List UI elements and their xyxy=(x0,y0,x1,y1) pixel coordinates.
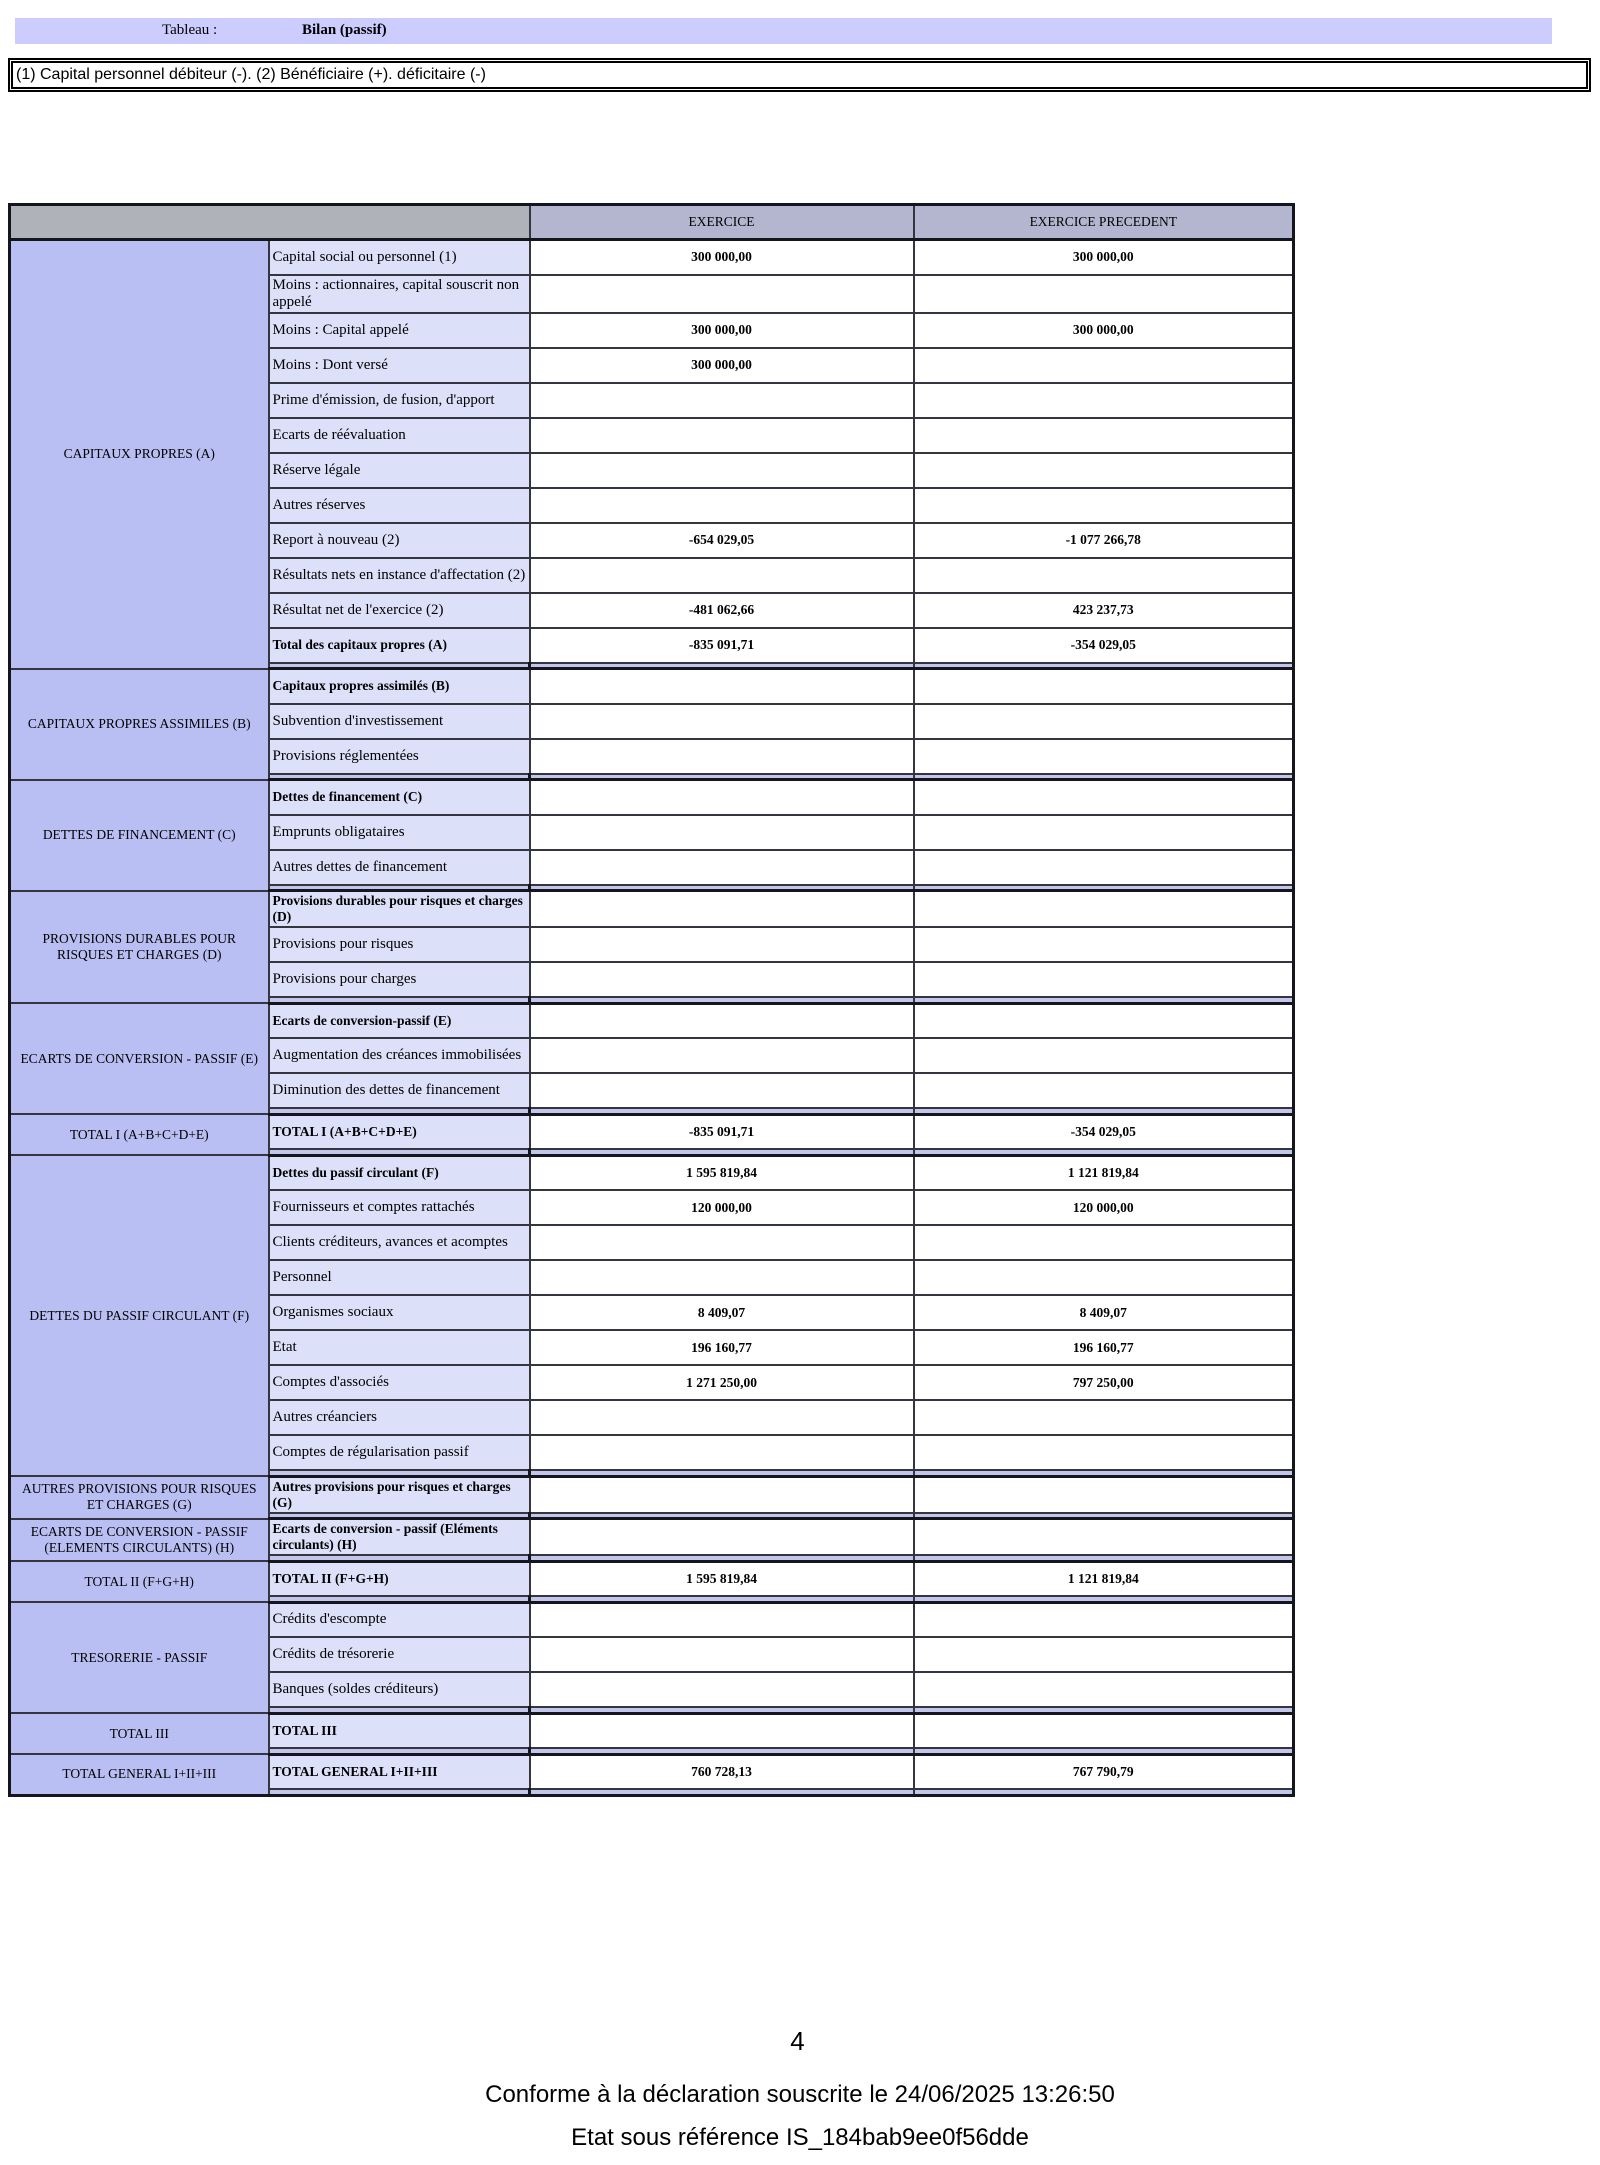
value-exercice-precedent xyxy=(914,1672,1294,1707)
value-exercice-precedent xyxy=(914,1519,1294,1556)
row-label: Banques (soldes créditeurs) xyxy=(269,1672,530,1707)
value-exercice-precedent xyxy=(914,1602,1294,1637)
value-exercice: 1 595 819,84 xyxy=(530,1561,914,1596)
row-label: Report à nouveau (2) xyxy=(269,523,530,558)
row-label: Moins : Capital appelé xyxy=(269,313,530,348)
row-label: Ecarts de conversion - passif (Eléments circulants) (H) xyxy=(269,1519,530,1556)
value-exercice: 1 595 819,84 xyxy=(530,1155,914,1190)
category-cell: CAPITAUX PROPRES (A) xyxy=(10,240,269,669)
value-exercice-precedent: 8 409,07 xyxy=(914,1295,1294,1330)
value-exercice: 8 409,07 xyxy=(530,1295,914,1330)
value-exercice xyxy=(530,383,914,418)
balance-sheet-table xyxy=(8,203,1295,1797)
value-exercice xyxy=(530,850,914,885)
header-exercice-precedent: EXERCICE PRECEDENT xyxy=(914,205,1294,240)
value-exercice-precedent xyxy=(914,558,1294,593)
footnote-box xyxy=(8,58,1591,92)
footnote-text: (1) Capital personnel débiteur (-). (2) Bénéficiaire (+). déficitaire (-) xyxy=(16,66,486,83)
value-exercice-precedent xyxy=(914,1713,1294,1748)
value-exercice-precedent xyxy=(914,780,1294,815)
value-exercice: -835 091,71 xyxy=(530,1114,914,1149)
value-exercice-precedent: -354 029,05 xyxy=(914,628,1294,663)
row-label: Ecarts de réévaluation xyxy=(269,418,530,453)
table-row xyxy=(10,240,1294,275)
table-row xyxy=(10,669,1294,704)
value-exercice-precedent xyxy=(914,1003,1294,1038)
value-exercice-precedent xyxy=(914,1400,1294,1435)
row-label: Comptes de régularisation passif xyxy=(269,1435,530,1470)
row-label: Organismes sociaux xyxy=(269,1295,530,1330)
row-label: Subvention d'investissement xyxy=(269,704,530,739)
row-label: Provisions durables pour risques et charges (D) xyxy=(269,891,530,928)
value-exercice-precedent xyxy=(914,1038,1294,1073)
row-label: Provisions pour charges xyxy=(269,962,530,997)
value-exercice xyxy=(530,558,914,593)
row-label: Crédits de trésorerie xyxy=(269,1637,530,1672)
category-cell: DETTES DU PASSIF CIRCULANT (F) xyxy=(10,1155,269,1476)
row-label: Moins : actionnaires, capital souscrit non appelé xyxy=(269,275,530,313)
row-label: Dettes du passif circulant (F) xyxy=(269,1155,530,1190)
category-cell: PROVISIONS DURABLES POUR RISQUES ET CHARGES (D) xyxy=(10,891,269,1004)
category-cell: ECARTS DE CONVERSION - PASSIF (ELEMENTS CIRCULANTS) (H) xyxy=(10,1519,269,1562)
value-exercice xyxy=(530,1637,914,1672)
value-exercice: 300 000,00 xyxy=(530,240,914,275)
value-exercice xyxy=(530,453,914,488)
value-exercice-precedent: -1 077 266,78 xyxy=(914,523,1294,558)
table-row xyxy=(10,1754,1294,1789)
value-exercice xyxy=(530,1519,914,1556)
value-exercice-precedent: 1 121 819,84 xyxy=(914,1155,1294,1190)
value-exercice-precedent xyxy=(914,1476,1294,1513)
category-cell: ECARTS DE CONVERSION - PASSIF (E) xyxy=(10,1003,269,1114)
value-exercice-precedent xyxy=(914,383,1294,418)
value-exercice-precedent: 120 000,00 xyxy=(914,1190,1294,1225)
row-label: Moins : Dont versé xyxy=(269,348,530,383)
value-exercice xyxy=(530,669,914,704)
header-corner-cell xyxy=(10,205,530,240)
table-row xyxy=(10,1602,1294,1637)
row-label: Personnel xyxy=(269,1260,530,1295)
row-label: Provisions réglementées xyxy=(269,739,530,774)
row-label: Capital social ou personnel (1) xyxy=(269,240,530,275)
table-row xyxy=(10,1114,1294,1149)
value-exercice-precedent xyxy=(914,704,1294,739)
value-exercice xyxy=(530,815,914,850)
table-row xyxy=(10,1561,1294,1596)
row-label: Dettes de financement (C) xyxy=(269,780,530,815)
row-label: Autres créanciers xyxy=(269,1400,530,1435)
category-cell: TOTAL III xyxy=(10,1713,269,1754)
row-label: Clients créditeurs, avances et acomptes xyxy=(269,1225,530,1260)
value-exercice-precedent: 1 121 819,84 xyxy=(914,1561,1294,1596)
row-label: Réserve légale xyxy=(269,453,530,488)
row-label: Emprunts obligataires xyxy=(269,815,530,850)
value-exercice: -481 062,66 xyxy=(530,593,914,628)
value-exercice-precedent xyxy=(914,850,1294,885)
row-label: Comptes d'associés xyxy=(269,1365,530,1400)
banner-title: Bilan (passif) xyxy=(302,22,387,38)
row-label: Crédits d'escompte xyxy=(269,1602,530,1637)
spacer-cell xyxy=(530,1789,914,1795)
value-exercice xyxy=(530,1672,914,1707)
value-exercice-precedent xyxy=(914,962,1294,997)
value-exercice-precedent xyxy=(914,418,1294,453)
value-exercice: 300 000,00 xyxy=(530,313,914,348)
value-exercice-precedent: 423 237,73 xyxy=(914,593,1294,628)
row-label: Diminution des dettes de financement xyxy=(269,1073,530,1108)
page-number: 4 xyxy=(790,2026,805,2056)
value-exercice-precedent xyxy=(914,1225,1294,1260)
value-exercice: -835 091,71 xyxy=(530,628,914,663)
value-exercice xyxy=(530,275,914,313)
row-label: Autres réserves xyxy=(269,488,530,523)
row-label: TOTAL III xyxy=(269,1713,530,1748)
header-exercice: EXERCICE xyxy=(530,205,914,240)
value-exercice-precedent xyxy=(914,275,1294,313)
spacer-cell xyxy=(269,1789,530,1795)
table-banner xyxy=(15,18,1552,44)
row-label: Résultat net de l'exercice (2) xyxy=(269,593,530,628)
value-exercice-precedent xyxy=(914,488,1294,523)
value-exercice-precedent xyxy=(914,1435,1294,1470)
value-exercice xyxy=(530,1003,914,1038)
value-exercice-precedent xyxy=(914,453,1294,488)
row-label: Résultats nets en instance d'affectation (2) xyxy=(269,558,530,593)
balance-table-body xyxy=(10,240,1294,1796)
category-cell: AUTRES PROVISIONS POUR RISQUES ET CHARGES (G) xyxy=(10,1476,269,1519)
value-exercice xyxy=(530,1400,914,1435)
reference-text: Etat sous référence IS_184bab9ee0f56dde xyxy=(571,2124,1029,2151)
row-label: Provisions pour risques xyxy=(269,927,530,962)
row-label: TOTAL II (F+G+H) xyxy=(269,1561,530,1596)
table-row xyxy=(10,1476,1294,1513)
value-exercice xyxy=(530,418,914,453)
row-label: Autres dettes de financement xyxy=(269,850,530,885)
table-row xyxy=(10,780,1294,815)
value-exercice xyxy=(530,891,914,928)
value-exercice-precedent: 767 790,79 xyxy=(914,1754,1294,1789)
value-exercice xyxy=(530,1260,914,1295)
table-row xyxy=(10,1713,1294,1748)
value-exercice xyxy=(530,488,914,523)
row-label: Capitaux propres assimilés (B) xyxy=(269,669,530,704)
table-row xyxy=(10,891,1294,928)
value-exercice xyxy=(530,780,914,815)
value-exercice-precedent: 300 000,00 xyxy=(914,313,1294,348)
table-header-row xyxy=(10,205,1294,240)
category-cell: TOTAL I (A+B+C+D+E) xyxy=(10,1114,269,1155)
category-cell: TRESORERIE - PASSIF xyxy=(10,1602,269,1713)
value-exercice-precedent xyxy=(914,1637,1294,1672)
row-label: Prime d'émission, de fusion, d'apport xyxy=(269,383,530,418)
table-row xyxy=(10,1519,1294,1556)
value-exercice xyxy=(530,962,914,997)
value-exercice: 120 000,00 xyxy=(530,1190,914,1225)
row-label: Autres provisions pour risques et charges (G) xyxy=(269,1476,530,1513)
category-cell: TOTAL GENERAL I+II+III xyxy=(10,1754,269,1795)
value-exercice: 196 160,77 xyxy=(530,1330,914,1365)
value-exercice-precedent xyxy=(914,1260,1294,1295)
value-exercice xyxy=(530,1073,914,1108)
category-cell: DETTES DE FINANCEMENT (C) xyxy=(10,780,269,891)
value-exercice-precedent: 797 250,00 xyxy=(914,1365,1294,1400)
value-exercice xyxy=(530,739,914,774)
value-exercice-precedent xyxy=(914,891,1294,928)
value-exercice xyxy=(530,704,914,739)
value-exercice xyxy=(530,1435,914,1470)
value-exercice-precedent: 300 000,00 xyxy=(914,240,1294,275)
category-cell: TOTAL II (F+G+H) xyxy=(10,1561,269,1602)
table-row xyxy=(10,1003,1294,1038)
value-exercice xyxy=(530,1476,914,1513)
value-exercice: -654 029,05 xyxy=(530,523,914,558)
row-label: Etat xyxy=(269,1330,530,1365)
value-exercice-precedent xyxy=(914,1073,1294,1108)
row-label: Fournisseurs et comptes rattachés xyxy=(269,1190,530,1225)
category-cell: CAPITAUX PROPRES ASSIMILES (B) xyxy=(10,669,269,780)
value-exercice-precedent xyxy=(914,739,1294,774)
row-label: Ecarts de conversion-passif (E) xyxy=(269,1003,530,1038)
value-exercice: 1 271 250,00 xyxy=(530,1365,914,1400)
banner-label: Tableau : xyxy=(162,22,218,38)
row-label: Total des capitaux propres (A) xyxy=(269,628,530,663)
table-row xyxy=(10,1155,1294,1190)
value-exercice: 760 728,13 xyxy=(530,1754,914,1789)
value-exercice-precedent: -354 029,05 xyxy=(914,1114,1294,1149)
row-label: TOTAL GENERAL I+II+III xyxy=(269,1754,530,1789)
row-label: Augmentation des créances immobilisées xyxy=(269,1038,530,1073)
value-exercice-precedent xyxy=(914,669,1294,704)
value-exercice-precedent xyxy=(914,815,1294,850)
value-exercice xyxy=(530,1225,914,1260)
value-exercice xyxy=(530,1038,914,1073)
value-exercice xyxy=(530,1602,914,1637)
value-exercice-precedent: 196 160,77 xyxy=(914,1330,1294,1365)
value-exercice xyxy=(530,1713,914,1748)
value-exercice-precedent xyxy=(914,927,1294,962)
value-exercice-precedent xyxy=(914,348,1294,383)
value-exercice: 300 000,00 xyxy=(530,348,914,383)
row-label: TOTAL I (A+B+C+D+E) xyxy=(269,1114,530,1149)
conformity-text: Conforme à la déclaration souscrite le 24/06/2025 13:26:50 xyxy=(485,2081,1115,2108)
spacer-cell xyxy=(914,1789,1294,1795)
value-exercice xyxy=(530,927,914,962)
